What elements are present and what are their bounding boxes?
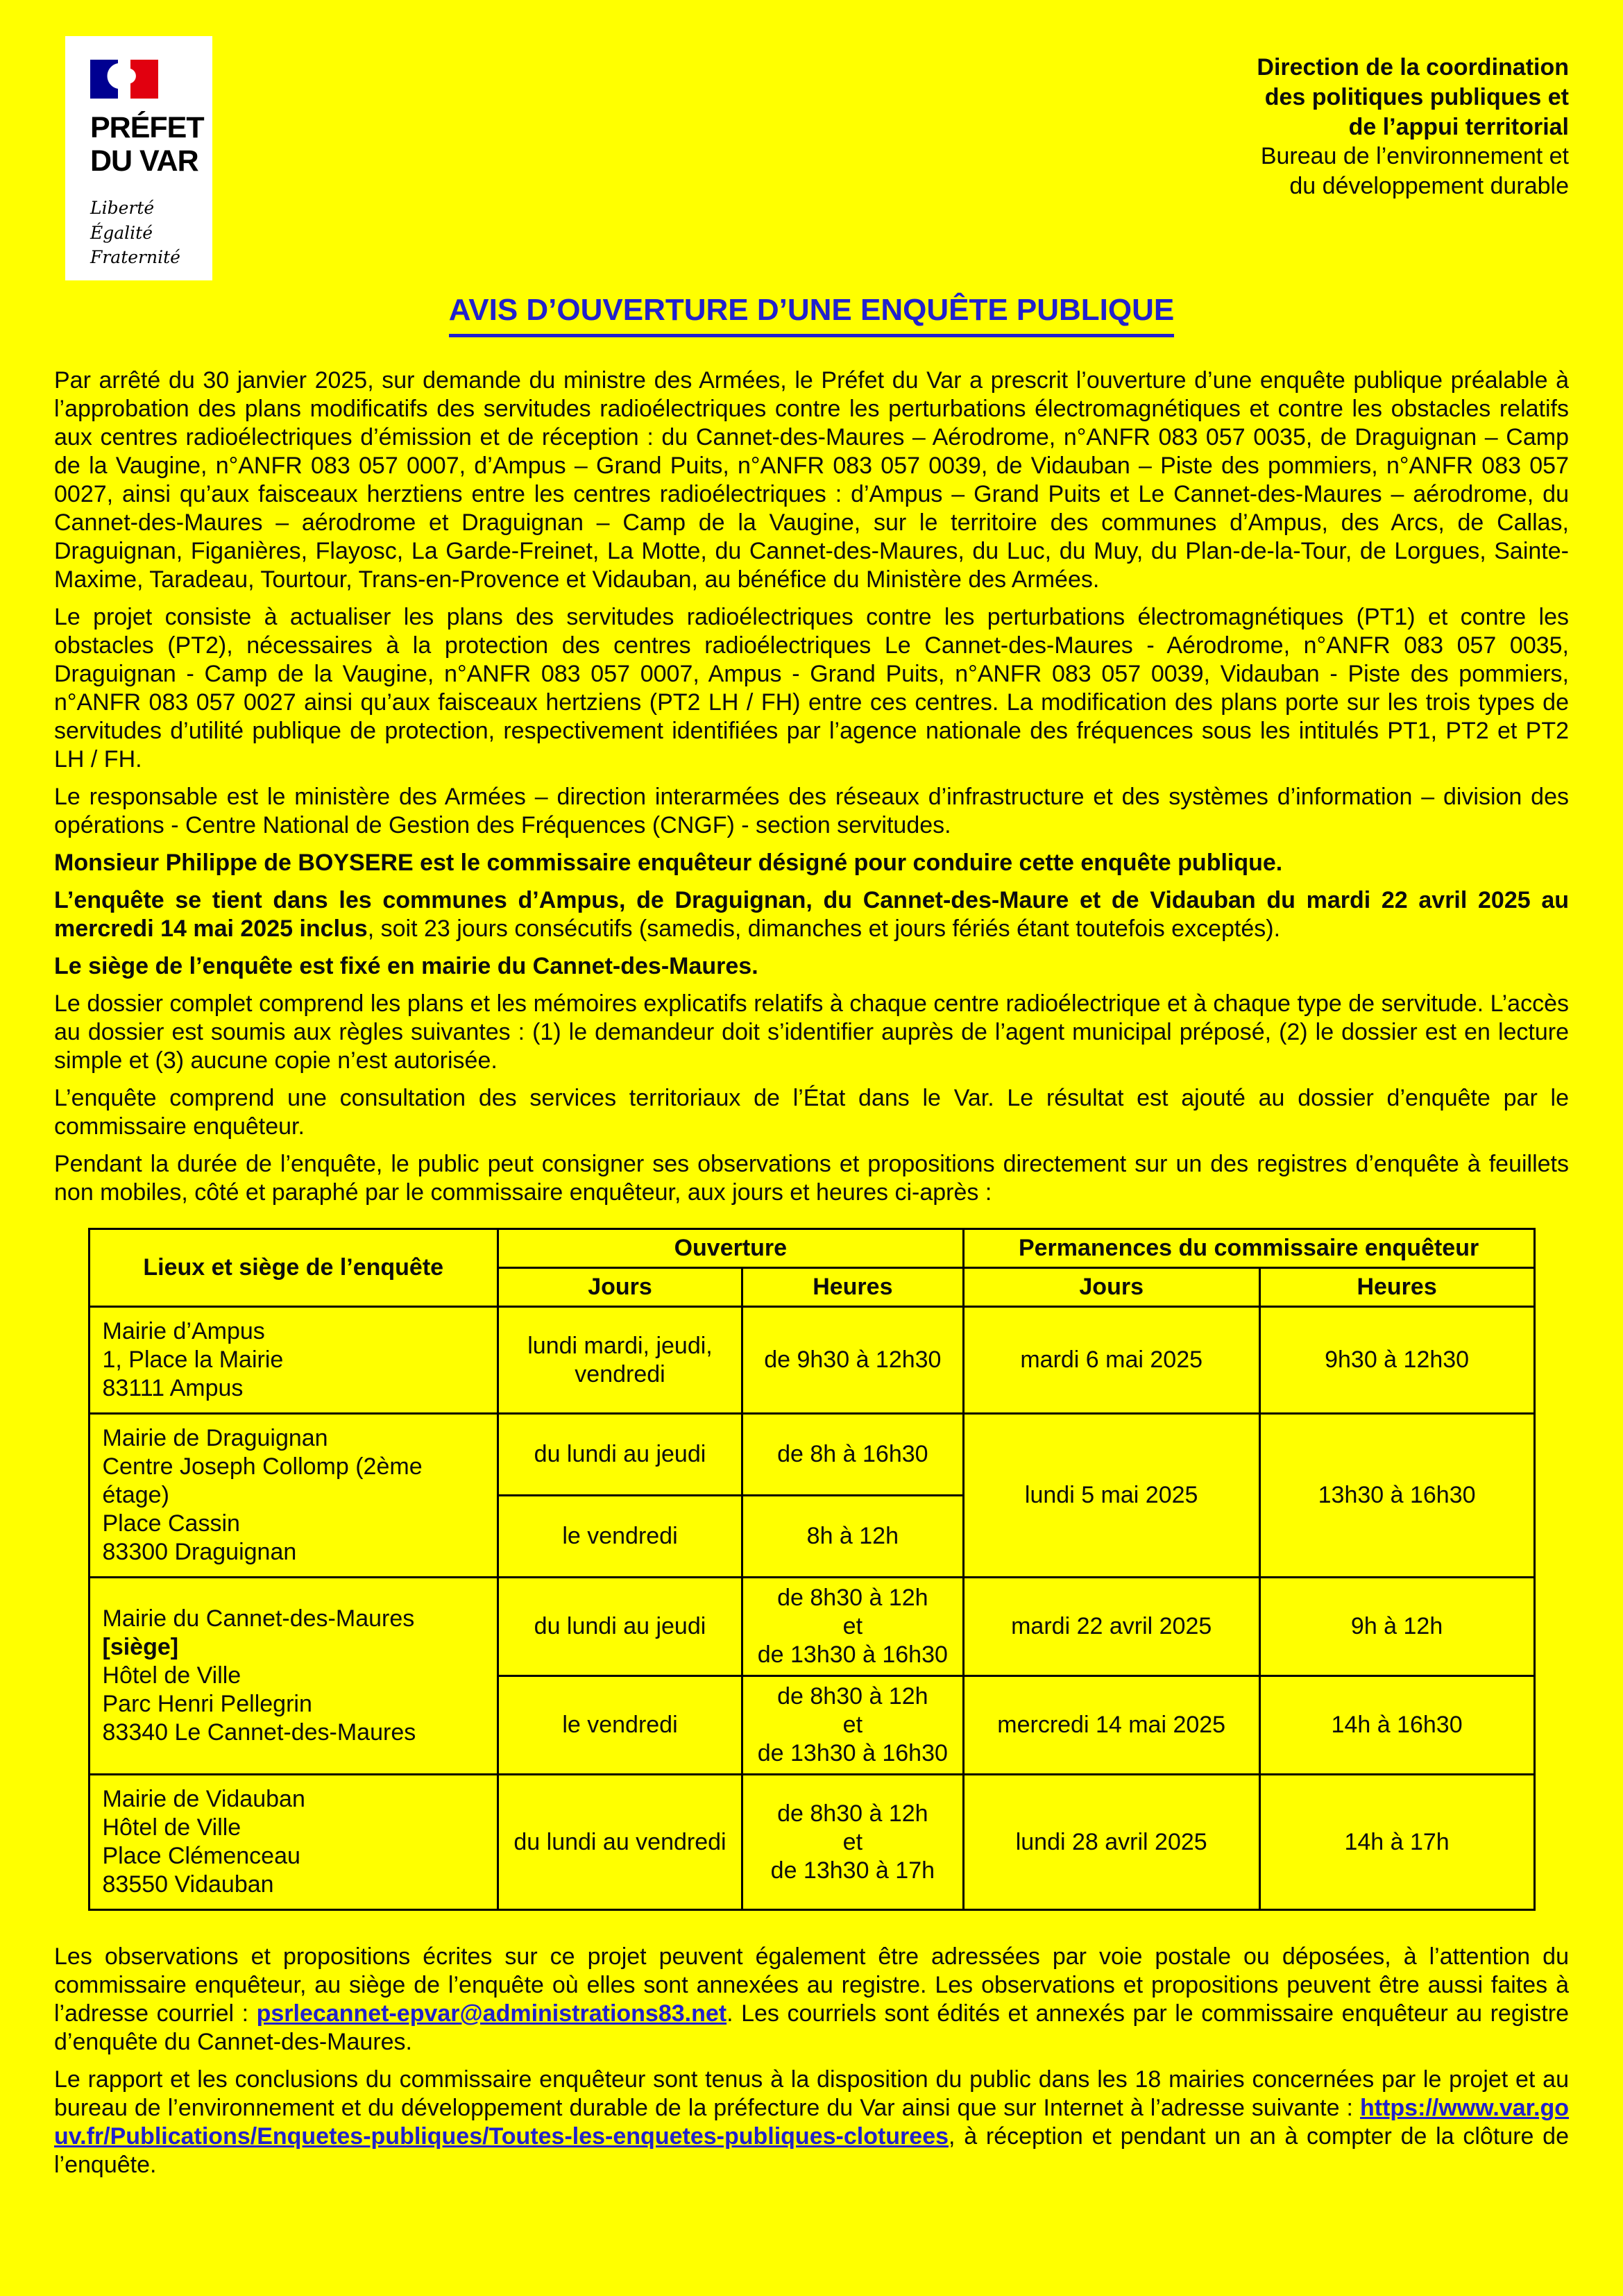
- cell-ouverture-jours-ampus: lundi mardi, jeudi, vendredi: [498, 1307, 742, 1414]
- cell-permanence-jours-draguignan: lundi 5 mai 2025: [963, 1414, 1259, 1578]
- address-line: Parc Henri Pellegrin: [102, 1691, 312, 1717]
- paragraph-arrete: Par arrêté du 30 janvier 2025, sur demande du ministre des Armées, le Préfet du Var a prescrit l’ouverture d’une enquête publique préalable à l’approbation des plans modificatifs des servitudes radioélectriques contre les perturbations électromagnétiques et contre les obstacles relatifs aux centres radioélectriques d’émission et de réception : du Cannet-des-Maures – Aérodrome, n°ANFR 083 057 0035, de Draguignan – Camp de la Vaugine, n°ANFR 083 057 0007, d’Ampus – Grand Puits, n°ANFR 083 057 0039, de Vidauban – Piste des pommiers, n°ANFR 083 057 0027, ainsi qu’aux faisceaux herztiens entre les centres radioélectriques : d’Ampus – Grand Puits et Le Cannet-des-Maures – aérodrome, du Cannet-des-Maures – aérodrome et Draguignan – Camp de la Vaugine, sur le territoire des communes d’Ampus, des Arcs, de Callas, Draguignan, Figanières, Flayosc, La Garde-Freinet, La Motte, du Cannet-des-Maures, du Luc, du Muy, du Plan-de-la-Tour, de Lorgues, Sainte-Maxime, Taradeau, Tourtour, Trans-en-Provence et Vidauban, au bénéfice du Ministère des Armées.: [54, 367, 1569, 593]
- paragraph-registres: Pendant la durée de l’enquête, le public peut consigner ses observations et propositions directement sur un des registres d’enquête à feuillets non mobiles, côté et paraphé par le commissaire enquêteur, aux jours et heures ci-après :: [54, 1151, 1569, 1206]
- paragraph-responsable: Le responsable est le ministère des Armées – direction interarmées des réseaux d’infrastructure et des systèmes d’information – division des opérations - Centre National de Gestion des Fréquences (CNGF) - section servitudes.: [54, 784, 1569, 838]
- col-header-ouverture: Ouverture: [498, 1229, 963, 1268]
- paragraph-dossier: Le dossier complet comprend les plans et les mémoires explicatifs relatifs à chaque centre radioélectrique et à chaque type de servitude. L’accès au dossier est soumis aux règles suivantes : (1) le demandeur doit s’identifier auprès de l’agent municipal préposé, (2) le dossier est en lecture simple et (3) aucune copie n’est autorisée.: [54, 990, 1569, 1074]
- logo-title: [90, 111, 212, 178]
- cell-permanence-jours-vidauban: lundi 28 avril 2025: [963, 1775, 1259, 1910]
- cell-ouverture-jours-vidauban: du lundi au vendredi: [498, 1775, 742, 1910]
- hours-line: de 8h30 à 12h: [777, 1585, 928, 1611]
- hours-line: et: [842, 1613, 863, 1639]
- flag-white-band: [118, 60, 130, 99]
- cell-address-vidauban: [89, 1775, 498, 1910]
- website-link[interactable]: https://www.var.gouv.fr/Publications/Enquetes-publiques/Toutes-les-enquetes-publiques-cloturees: [54, 2095, 1569, 2150]
- address-line: 83340 Le Cannet-des-Maures: [102, 1719, 416, 1746]
- department-line: des politiques publiques et: [1264, 83, 1569, 110]
- cell-ouverture-heures-vidauban: [742, 1775, 964, 1910]
- hours-line: de 13h30 à 17h: [770, 1857, 935, 1884]
- hours-line: de 13h30 à 16h30: [757, 1740, 948, 1766]
- prefecture-logo: [65, 36, 212, 280]
- enquiry-schedule-table: [88, 1228, 1536, 1911]
- motto-liberte: Liberté: [90, 198, 155, 219]
- dates-normal-part: , soit 23 jours consécutifs (samedis, dimanches et jours fériés étant toutefois exceptés).: [367, 915, 1281, 942]
- cell-ouverture-jours-draguignan-2: le vendredi: [498, 1496, 742, 1578]
- cell-permanence-jours-cannet-1: mardi 22 avril 2025: [963, 1578, 1259, 1676]
- cell-ouverture-jours-cannet-2: le vendredi: [498, 1676, 742, 1775]
- logo-line-prefet: PRÉFET: [90, 111, 204, 144]
- header: [0, 0, 1623, 280]
- rapport-text-pre: Le rapport et les conclusions du commissaire enquêteur sont tenus à la disposition du public dans les 18 mairies concernées par le projet et au bureau de l’environnement et du développement durable de la préfecture du Var ainsi que sur Internet à l’adresse suivante :: [54, 2066, 1569, 2121]
- col-header-permanence-heures: Heures: [1259, 1268, 1534, 1307]
- address-line: Place Cassin: [102, 1510, 240, 1537]
- rapport-text-post: , à réception et pendant un an à compter de la clôture de l’enquête.: [54, 2123, 1569, 2178]
- notice-title-text: AVIS D’OUVERTURE D’UNE ENQUÊTE PUBLIQUE: [449, 293, 1175, 337]
- col-header-permanences: Permanences du commissaire enquêteur: [963, 1229, 1534, 1268]
- notice-body: [0, 366, 1623, 2179]
- department-line: Direction de la coordination: [1257, 54, 1569, 81]
- cell-ouverture-heures-cannet-2: [742, 1676, 964, 1775]
- address-name: Mairie du Cannet-des-Maures: [102, 1605, 415, 1632]
- hours-line: et: [842, 1712, 863, 1738]
- address-line: Mairie de Vidauban: [102, 1786, 305, 1812]
- table-row-draguignan-1: [89, 1414, 1534, 1496]
- table-row-vidauban: [89, 1775, 1534, 1910]
- address-line: Centre Joseph Collomp (2ème étage): [102, 1453, 423, 1508]
- logo-motto: [90, 196, 212, 270]
- dates-bold-part: L’enquête se tient dans les communes d’Ampus, de Draguignan, du Cannet-des-Maure et de Vidauban du mardi 22 avril 2025 au mercredi 14 mai 2025 inclus: [54, 887, 1569, 942]
- cell-address-ampus: [89, 1307, 498, 1414]
- hours-line: de 13h30 à 16h30: [757, 1641, 948, 1668]
- col-header-ouverture-heures: Heures: [742, 1268, 964, 1307]
- department-line: de l’appui territorial: [1348, 113, 1569, 140]
- flag-blue-band: [90, 60, 118, 99]
- hours-line: de 8h30 à 12h: [777, 1800, 928, 1827]
- cell-address-cannet: [89, 1578, 498, 1775]
- paragraph-commissaire: Monsieur Philippe de BOYSERE est le commissaire enquêteur désigné pour conduire cette enquête publique.: [54, 850, 1283, 876]
- paragraph-projet: Le projet consiste à actualiser les plans des servitudes radioélectriques contre les perturbations électromagnétiques (PT1) et contre les obstacles (PT2), nécessaires à la protection des centres radioélectriques Le Cannet-des-Maures - Aérodrome, n°ANFR 083 057 0035, Draguignan - Camp de la Vaugine, n°ANFR 083 057 0007, Ampus - Grand Puits, n°ANFR 083 057 0039, Vidauban - Piste des pommiers, n°ANFR 083 057 0027 ainsi qu’aux faisceaux hertziens (PT2 LH / FH) entre ces centres. La modification des plans porte sur les trois types de servitudes d’utilité publique de protection, respectivement identifiées par l’agence nationale des fréquences sous les intitulés PT1, PT2 et PT2 LH / FH.: [54, 604, 1569, 773]
- address-line: 83300 Draguignan: [102, 1539, 297, 1565]
- cell-address-draguignan: [89, 1414, 498, 1578]
- cell-permanence-jours-ampus: mardi 6 mai 2025: [963, 1307, 1259, 1414]
- email-link[interactable]: psrlecannet-epvar@administrations83.net: [256, 2000, 727, 2027]
- paragraph-dates: [54, 886, 1569, 943]
- table-header-row-1: [89, 1229, 1534, 1268]
- cell-ouverture-heures-ampus: de 9h30 à 12h30: [742, 1307, 964, 1414]
- col-header-ouverture-jours: Jours: [498, 1268, 742, 1307]
- cell-permanence-heures-draguignan: 13h30 à 16h30: [1259, 1414, 1534, 1578]
- cell-permanence-jours-cannet-2: mercredi 14 mai 2025: [963, 1676, 1259, 1775]
- address-line: 83111 Ampus: [102, 1375, 244, 1401]
- address-line: [103, 1605, 493, 1662]
- issuing-department: [1257, 36, 1569, 201]
- cell-ouverture-jours-draguignan-1: du lundi au jeudi: [498, 1414, 742, 1496]
- paragraph-consultation: L’enquête comprend une consultation des services territoriaux de l’État dans le Var. Le résultat est ajouté au dossier d’enquête par le commissaire enquêteur.: [54, 1085, 1569, 1140]
- cell-ouverture-heures-draguignan-2: 8h à 12h: [742, 1496, 964, 1578]
- observations-text-post: . Les courriels sont édités et annexés par le commissaire enquêteur au registre d’enquête du Cannet-des-Maures.: [54, 2000, 1569, 2055]
- hours-line: et: [842, 1828, 863, 1855]
- address-line: Place Clémenceau: [102, 1843, 300, 1869]
- motto-egalite: Égalité: [90, 222, 153, 243]
- cell-permanence-heures-cannet-2: 14h à 16h30: [1259, 1676, 1534, 1775]
- bureau-line: du développement durable: [1289, 173, 1569, 200]
- paragraph-siege: Le siège de l’enquête est fixé en mairie du Cannet-des-Maures.: [54, 953, 758, 979]
- paragraph-rapport: [54, 2066, 1569, 2179]
- address-line: 83550 Vidauban: [102, 1871, 274, 1898]
- motto-fraternite: Fraternité: [90, 247, 180, 268]
- table-row-ampus: [89, 1307, 1534, 1414]
- paragraph-observations: [54, 1943, 1569, 2057]
- cell-ouverture-heures-cannet-1: [742, 1578, 964, 1676]
- cell-permanence-heures-cannet-1: 9h à 12h: [1259, 1578, 1534, 1676]
- logo-line-duvar: DU VAR: [90, 144, 198, 178]
- cell-ouverture-jours-cannet-1: du lundi au jeudi: [498, 1578, 742, 1676]
- cell-permanence-heures-ampus: 9h30 à 12h30: [1259, 1307, 1534, 1414]
- bureau-line: Bureau de l’environnement et: [1260, 143, 1569, 170]
- address-line: Mairie de Draguignan: [102, 1425, 328, 1451]
- col-header-permanence-jours: Jours: [963, 1268, 1259, 1307]
- address-line: Mairie d’Ampus: [102, 1318, 265, 1344]
- siege-badge: [siège]: [102, 1634, 179, 1660]
- flag-red-band: [130, 60, 158, 99]
- cell-ouverture-heures-draguignan-1: de 8h à 16h30: [742, 1414, 964, 1496]
- hours-line: de 8h30 à 12h: [777, 1683, 928, 1710]
- col-header-lieux: Lieux et siège de l’enquête: [89, 1229, 498, 1307]
- french-flag-icon: [90, 60, 158, 99]
- address-line: Hôtel de Ville: [102, 1814, 241, 1841]
- address-line: 1, Place la Mairie: [102, 1347, 284, 1373]
- table-row-cannet-1: [89, 1578, 1534, 1676]
- observations-text-pre: Les observations et propositions écrites sur ce projet peuvent également être adressées par voie postale ou déposées, à l’attention du commissaire enquêteur, au siège de l’enquête où elles sont annexées au registre. Les observations et propositions peuvent être aussi faites à l’adresse courriel :: [54, 1943, 1569, 2027]
- cell-permanence-heures-vidauban: 14h à 17h: [1259, 1775, 1534, 1910]
- notice-title: [0, 293, 1623, 337]
- address-line: Hôtel de Ville: [102, 1662, 241, 1689]
